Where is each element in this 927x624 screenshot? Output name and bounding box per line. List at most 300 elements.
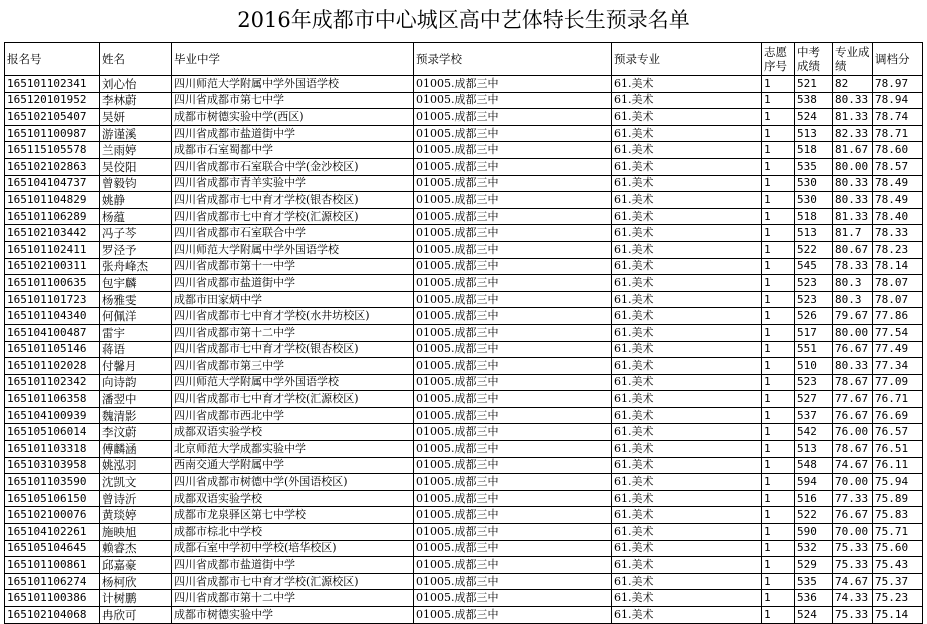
final-score-cell: 78.07 [873, 275, 923, 292]
registration-no-cell: 165115105578 [5, 142, 100, 159]
header-name: 姓名 [100, 43, 172, 76]
major-cell: 61.美术 [612, 524, 762, 541]
final-score-cell: 76.57 [873, 424, 923, 441]
registration-no-cell: 165101103590 [5, 474, 100, 491]
table-row [5, 125, 923, 142]
exam-score-cell: 523 [795, 291, 833, 308]
graduating-school-cell: 四川省成都市第七中学 [172, 92, 414, 109]
student-name-cell: 潘翌中 [100, 391, 172, 408]
student-name-cell: 蒋语 [100, 341, 172, 358]
major-cell: 61.美术 [612, 324, 762, 341]
final-score-cell: 75.89 [873, 490, 923, 507]
student-name-cell: 付馨月 [100, 358, 172, 375]
preference-no-cell: 1 [762, 125, 795, 142]
major-cell: 61.美术 [612, 175, 762, 192]
student-name-cell: 游谨溪 [100, 125, 172, 142]
specialty-score-cell: 76.67 [833, 407, 873, 424]
table-row [5, 92, 923, 109]
registration-no-cell: 165102100311 [5, 258, 100, 275]
student-name-cell: 姚静 [100, 192, 172, 209]
table-row [5, 573, 923, 590]
preference-no-cell: 1 [762, 142, 795, 159]
final-score-cell: 78.49 [873, 192, 923, 209]
specialty-score-cell: 77.67 [833, 391, 873, 408]
major-cell: 61.美术 [612, 407, 762, 424]
exam-score-cell: 518 [795, 142, 833, 159]
preference-no-cell: 1 [762, 507, 795, 524]
table-row [5, 490, 923, 507]
preference-no-cell: 1 [762, 358, 795, 375]
specialty-score-cell: 76.67 [833, 341, 873, 358]
preference-no-cell: 1 [762, 424, 795, 441]
major-cell: 61.美术 [612, 424, 762, 441]
admitting-school-cell: 01005.成都三中 [414, 275, 612, 292]
admitting-school-cell: 01005.成都三中 [414, 490, 612, 507]
final-score-cell: 78.71 [873, 125, 923, 142]
exam-score-cell: 535 [795, 158, 833, 175]
final-score-cell: 78.49 [873, 175, 923, 192]
specialty-score-cell: 78.67 [833, 374, 873, 391]
table-row [5, 540, 923, 557]
specialty-score-cell: 74.67 [833, 457, 873, 474]
student-name-cell: 刘心怡 [100, 76, 172, 93]
exam-score-cell: 523 [795, 374, 833, 391]
registration-no-cell: 165102100076 [5, 507, 100, 524]
student-name-cell: 黄琰婷 [100, 507, 172, 524]
final-score-cell: 78.97 [873, 76, 923, 93]
header-specialty-score: 专业成绩 [833, 43, 873, 76]
admitting-school-cell: 01005.成都三中 [414, 158, 612, 175]
admitting-school-cell: 01005.成都三中 [414, 142, 612, 159]
admitting-school-cell: 01005.成都三中 [414, 358, 612, 375]
admitting-school-cell: 01005.成都三中 [414, 507, 612, 524]
final-score-cell: 78.23 [873, 241, 923, 258]
preference-no-cell: 1 [762, 441, 795, 458]
admitting-school-cell: 01005.成都三中 [414, 258, 612, 275]
table-row [5, 258, 923, 275]
major-cell: 61.美术 [612, 258, 762, 275]
final-score-cell: 76.71 [873, 391, 923, 408]
exam-score-cell: 538 [795, 92, 833, 109]
major-cell: 61.美术 [612, 374, 762, 391]
student-name-cell: 李汶蔚 [100, 424, 172, 441]
registration-no-cell: 165101106358 [5, 391, 100, 408]
preference-no-cell: 1 [762, 557, 795, 574]
major-cell: 61.美术 [612, 109, 762, 126]
preference-no-cell: 1 [762, 341, 795, 358]
specialty-score-cell: 81.33 [833, 109, 873, 126]
preference-no-cell: 1 [762, 291, 795, 308]
exam-score-cell: 523 [795, 275, 833, 292]
exam-score-cell: 517 [795, 324, 833, 341]
registration-no-cell: 165101102411 [5, 241, 100, 258]
exam-score-cell: 530 [795, 175, 833, 192]
final-score-cell: 77.54 [873, 324, 923, 341]
preference-no-cell: 1 [762, 208, 795, 225]
specialty-score-cell: 70.00 [833, 474, 873, 491]
admitting-school-cell: 01005.成都三中 [414, 607, 612, 624]
registration-no-cell: 165101102028 [5, 358, 100, 375]
major-cell: 61.美术 [612, 76, 762, 93]
table-row [5, 291, 923, 308]
header-exam-score: 中考成绩 [795, 43, 833, 76]
preference-no-cell: 1 [762, 490, 795, 507]
graduating-school-cell: 四川省成都市第十一中学 [172, 258, 414, 275]
admitting-school-cell: 01005.成都三中 [414, 308, 612, 325]
registration-no-cell: 165101104340 [5, 308, 100, 325]
admitting-school-cell: 01005.成都三中 [414, 374, 612, 391]
specialty-score-cell: 76.67 [833, 507, 873, 524]
table-row [5, 358, 923, 375]
major-cell: 61.美术 [612, 158, 762, 175]
major-cell: 61.美术 [612, 474, 762, 491]
major-cell: 61.美术 [612, 607, 762, 624]
final-score-cell: 76.69 [873, 407, 923, 424]
admitting-school-cell: 01005.成都三中 [414, 341, 612, 358]
specialty-score-cell: 81.33 [833, 208, 873, 225]
final-score-cell: 78.94 [873, 92, 923, 109]
exam-score-cell: 594 [795, 474, 833, 491]
table-row [5, 474, 923, 491]
graduating-school-cell: 成都双语实验学校 [172, 490, 414, 507]
preference-no-cell: 1 [762, 374, 795, 391]
registration-no-cell: 165120101952 [5, 92, 100, 109]
specialty-score-cell: 75.33 [833, 607, 873, 624]
graduating-school-cell: 四川省成都市第十二中学 [172, 324, 414, 341]
registration-no-cell: 165105106014 [5, 424, 100, 441]
table-row [5, 441, 923, 458]
final-score-cell: 78.07 [873, 291, 923, 308]
specialty-score-cell: 80.33 [833, 358, 873, 375]
table-row [5, 557, 923, 574]
admitting-school-cell: 01005.成都三中 [414, 424, 612, 441]
final-score-cell: 76.11 [873, 457, 923, 474]
graduating-school-cell: 四川省成都市第十二中学 [172, 590, 414, 607]
exam-score-cell: 532 [795, 540, 833, 557]
exam-score-cell: 510 [795, 358, 833, 375]
final-score-cell: 77.86 [873, 308, 923, 325]
graduating-school-cell: 成都市棕北中学校 [172, 524, 414, 541]
registration-no-cell: 165104100487 [5, 324, 100, 341]
header-final-score: 调档分 [873, 43, 923, 76]
student-name-cell: 邱嘉豪 [100, 557, 172, 574]
final-score-cell: 75.94 [873, 474, 923, 491]
major-cell: 61.美术 [612, 291, 762, 308]
final-score-cell: 75.83 [873, 507, 923, 524]
graduating-school-cell: 四川省成都市西北中学 [172, 407, 414, 424]
admitting-school-cell: 01005.成都三中 [414, 457, 612, 474]
specialty-score-cell: 82.33 [833, 125, 873, 142]
exam-score-cell: 545 [795, 258, 833, 275]
admitting-school-cell: 01005.成都三中 [414, 225, 612, 242]
graduating-school-cell: 四川省成都市青羊实验中学 [172, 175, 414, 192]
registration-no-cell: 165101102342 [5, 374, 100, 391]
student-name-cell: 罗泾予 [100, 241, 172, 258]
exam-score-cell: 521 [795, 76, 833, 93]
table-row [5, 457, 923, 474]
header-registration-no: 报名号 [5, 43, 100, 76]
student-name-cell: 向诗韵 [100, 374, 172, 391]
final-score-cell: 78.60 [873, 142, 923, 159]
specialty-score-cell: 76.00 [833, 424, 873, 441]
major-cell: 61.美术 [612, 308, 762, 325]
table-row [5, 142, 923, 159]
graduating-school-cell: 四川省成都市七中育才学校(银杏校区) [172, 192, 414, 209]
table-row [5, 391, 923, 408]
exam-score-cell: 590 [795, 524, 833, 541]
final-score-cell: 77.34 [873, 358, 923, 375]
final-score-cell: 78.74 [873, 109, 923, 126]
exam-score-cell: 513 [795, 125, 833, 142]
registration-no-cell: 165103103958 [5, 457, 100, 474]
graduating-school-cell: 四川省成都市盐道街中学 [172, 275, 414, 292]
admitting-school-cell: 01005.成都三中 [414, 391, 612, 408]
registration-no-cell: 165102104068 [5, 607, 100, 624]
major-cell: 61.美术 [612, 507, 762, 524]
graduating-school-cell: 四川师范大学附属中学外国语学校 [172, 374, 414, 391]
preference-no-cell: 1 [762, 241, 795, 258]
table-body [5, 76, 923, 624]
student-name-cell: 沈凯文 [100, 474, 172, 491]
major-cell: 61.美术 [612, 275, 762, 292]
final-score-cell: 78.57 [873, 158, 923, 175]
table-row [5, 192, 923, 209]
student-name-cell: 杨雅雯 [100, 291, 172, 308]
table-row [5, 275, 923, 292]
final-score-cell: 78.33 [873, 225, 923, 242]
registration-no-cell: 165101102341 [5, 76, 100, 93]
exam-score-cell: 524 [795, 607, 833, 624]
graduating-school-cell: 成都市龙泉驿区第七中学校 [172, 507, 414, 524]
preference-no-cell: 1 [762, 192, 795, 209]
table-row [5, 76, 923, 93]
student-name-cell: 赖睿杰 [100, 540, 172, 557]
admitting-school-cell: 01005.成都三中 [414, 76, 612, 93]
student-name-cell: 张舟峰杰 [100, 258, 172, 275]
registration-no-cell: 165102103442 [5, 225, 100, 242]
student-name-cell: 曾诗沂 [100, 490, 172, 507]
student-name-cell: 包宇麟 [100, 275, 172, 292]
exam-score-cell: 524 [795, 109, 833, 126]
major-cell: 61.美术 [612, 208, 762, 225]
registration-no-cell: 165101103318 [5, 441, 100, 458]
admitting-school-cell: 01005.成都三中 [414, 109, 612, 126]
registration-no-cell: 165102102863 [5, 158, 100, 175]
admitting-school-cell: 01005.成都三中 [414, 557, 612, 574]
registration-no-cell: 165101100386 [5, 590, 100, 607]
student-name-cell: 吴佼阳 [100, 158, 172, 175]
final-score-cell: 75.71 [873, 524, 923, 541]
admitting-school-cell: 01005.成都三中 [414, 590, 612, 607]
admitting-school-cell: 01005.成都三中 [414, 407, 612, 424]
final-score-cell: 75.14 [873, 607, 923, 624]
major-cell: 61.美术 [612, 540, 762, 557]
specialty-score-cell: 79.67 [833, 308, 873, 325]
table-row [5, 308, 923, 325]
specialty-score-cell: 82 [833, 76, 873, 93]
specialty-score-cell: 80.00 [833, 324, 873, 341]
specialty-score-cell: 80.00 [833, 158, 873, 175]
registration-no-cell: 165104102261 [5, 524, 100, 541]
major-cell: 61.美术 [612, 341, 762, 358]
preference-no-cell: 1 [762, 225, 795, 242]
admitting-school-cell: 01005.成都三中 [414, 92, 612, 109]
exam-score-cell: 522 [795, 241, 833, 258]
specialty-score-cell: 80.33 [833, 92, 873, 109]
graduating-school-cell: 四川师范大学附属中学外国语学校 [172, 241, 414, 258]
final-score-cell: 75.60 [873, 540, 923, 557]
admission-table [4, 42, 923, 624]
exam-score-cell: 516 [795, 490, 833, 507]
graduating-school-cell: 四川师范大学附属中学外国语学校 [172, 76, 414, 93]
exam-score-cell: 526 [795, 308, 833, 325]
student-name-cell: 杨柯欣 [100, 573, 172, 590]
registration-no-cell: 165102105407 [5, 109, 100, 126]
specialty-score-cell: 80.3 [833, 291, 873, 308]
preference-no-cell: 1 [762, 457, 795, 474]
table-row [5, 524, 923, 541]
student-name-cell: 雷宇 [100, 324, 172, 341]
major-cell: 61.美术 [612, 573, 762, 590]
student-name-cell: 冯子芩 [100, 225, 172, 242]
admitting-school-cell: 01005.成都三中 [414, 291, 612, 308]
table-row [5, 175, 923, 192]
final-score-cell: 76.51 [873, 441, 923, 458]
specialty-score-cell: 81.7 [833, 225, 873, 242]
admitting-school-cell: 01005.成都三中 [414, 573, 612, 590]
graduating-school-cell: 四川省成都市七中育才学校(水井坊校区) [172, 308, 414, 325]
graduating-school-cell: 四川省成都市七中育才学校(银杏校区) [172, 341, 414, 358]
exam-score-cell: 548 [795, 457, 833, 474]
specialty-score-cell: 70.00 [833, 524, 873, 541]
final-score-cell: 77.09 [873, 374, 923, 391]
specialty-score-cell: 74.33 [833, 590, 873, 607]
graduating-school-cell: 北京师范大学成都实验中学 [172, 441, 414, 458]
exam-score-cell: 522 [795, 507, 833, 524]
table-header-row [5, 43, 923, 76]
header-admitting-school: 预录学校 [414, 43, 612, 76]
student-name-cell: 吴妍 [100, 109, 172, 126]
specialty-score-cell: 80.33 [833, 175, 873, 192]
admitting-school-cell: 01005.成都三中 [414, 540, 612, 557]
preference-no-cell: 1 [762, 474, 795, 491]
major-cell: 61.美术 [612, 192, 762, 209]
student-name-cell: 魏清影 [100, 407, 172, 424]
graduating-school-cell: 四川省成都市七中育才学校(汇源校区) [172, 391, 414, 408]
major-cell: 61.美术 [612, 358, 762, 375]
preference-no-cell: 1 [762, 407, 795, 424]
registration-no-cell: 165101100861 [5, 557, 100, 574]
graduating-school-cell: 四川省成都市石室联合中学(金沙校区) [172, 158, 414, 175]
exam-score-cell: 551 [795, 341, 833, 358]
graduating-school-cell: 成都市田家炳中学 [172, 291, 414, 308]
admitting-school-cell: 01005.成都三中 [414, 241, 612, 258]
exam-score-cell: 513 [795, 441, 833, 458]
graduating-school-cell: 成都双语实验学校 [172, 424, 414, 441]
table-row [5, 324, 923, 341]
major-cell: 61.美术 [612, 457, 762, 474]
specialty-score-cell: 80.3 [833, 275, 873, 292]
graduating-school-cell: 四川省成都市石室联合中学 [172, 225, 414, 242]
registration-no-cell: 165101106274 [5, 573, 100, 590]
registration-no-cell: 165104104737 [5, 175, 100, 192]
graduating-school-cell: 西南交通大学附属中学 [172, 457, 414, 474]
exam-score-cell: 518 [795, 208, 833, 225]
header-preference-no: 志愿序号 [762, 43, 795, 76]
specialty-score-cell: 74.67 [833, 573, 873, 590]
student-name-cell: 施映旭 [100, 524, 172, 541]
registration-no-cell: 165104100939 [5, 407, 100, 424]
exam-score-cell: 529 [795, 557, 833, 574]
specialty-score-cell: 81.67 [833, 142, 873, 159]
major-cell: 61.美术 [612, 225, 762, 242]
graduating-school-cell: 成都石室中学初中学校(培华校区) [172, 540, 414, 557]
registration-no-cell: 165101105146 [5, 341, 100, 358]
graduating-school-cell: 四川省成都市第三中学 [172, 358, 414, 375]
graduating-school-cell: 四川省成都市七中育才学校(汇源校区) [172, 573, 414, 590]
graduating-school-cell: 四川省成都市七中育才学校(汇源校区) [172, 208, 414, 225]
table-row [5, 158, 923, 175]
student-name-cell: 计树鹏 [100, 590, 172, 607]
registration-no-cell: 165101101723 [5, 291, 100, 308]
table-row [5, 225, 923, 242]
preference-no-cell: 1 [762, 590, 795, 607]
admitting-school-cell: 01005.成都三中 [414, 175, 612, 192]
document-title: 2016年成都市中心城区高中艺体特长生预录名单 [237, 8, 690, 32]
specialty-score-cell: 80.67 [833, 241, 873, 258]
final-score-cell: 75.23 [873, 590, 923, 607]
student-name-cell: 兰雨婷 [100, 142, 172, 159]
specialty-score-cell: 77.33 [833, 490, 873, 507]
major-cell: 61.美术 [612, 391, 762, 408]
header-major: 预录专业 [612, 43, 762, 76]
registration-no-cell: 165101100987 [5, 125, 100, 142]
registration-no-cell: 165101104829 [5, 192, 100, 209]
graduating-school-cell: 四川省成都市盐道街中学 [172, 125, 414, 142]
exam-score-cell: 542 [795, 424, 833, 441]
preference-no-cell: 1 [762, 308, 795, 325]
admitting-school-cell: 01005.成都三中 [414, 208, 612, 225]
student-name-cell: 傅麟涵 [100, 441, 172, 458]
admitting-school-cell: 01005.成都三中 [414, 192, 612, 209]
graduating-school-cell: 成都市树德实验中学(西区) [172, 109, 414, 126]
preference-no-cell: 1 [762, 573, 795, 590]
preference-no-cell: 1 [762, 524, 795, 541]
major-cell: 61.美术 [612, 125, 762, 142]
major-cell: 61.美术 [612, 92, 762, 109]
preference-no-cell: 1 [762, 158, 795, 175]
registration-no-cell: 165101100635 [5, 275, 100, 292]
student-name-cell: 曾毅钧 [100, 175, 172, 192]
graduating-school-cell: 成都市树德实验中学 [172, 607, 414, 624]
admitting-school-cell: 01005.成都三中 [414, 524, 612, 541]
student-name-cell: 姚泓羽 [100, 457, 172, 474]
final-score-cell: 78.14 [873, 258, 923, 275]
registration-no-cell: 165105106150 [5, 490, 100, 507]
preference-no-cell: 1 [762, 109, 795, 126]
admitting-school-cell: 01005.成都三中 [414, 125, 612, 142]
specialty-score-cell: 80.33 [833, 192, 873, 209]
major-cell: 61.美术 [612, 142, 762, 159]
preference-no-cell: 1 [762, 275, 795, 292]
table-row [5, 341, 923, 358]
final-score-cell: 78.40 [873, 208, 923, 225]
table-row [5, 507, 923, 524]
table-row [5, 208, 923, 225]
major-cell: 61.美术 [612, 441, 762, 458]
preference-no-cell: 1 [762, 324, 795, 341]
final-score-cell: 75.37 [873, 573, 923, 590]
